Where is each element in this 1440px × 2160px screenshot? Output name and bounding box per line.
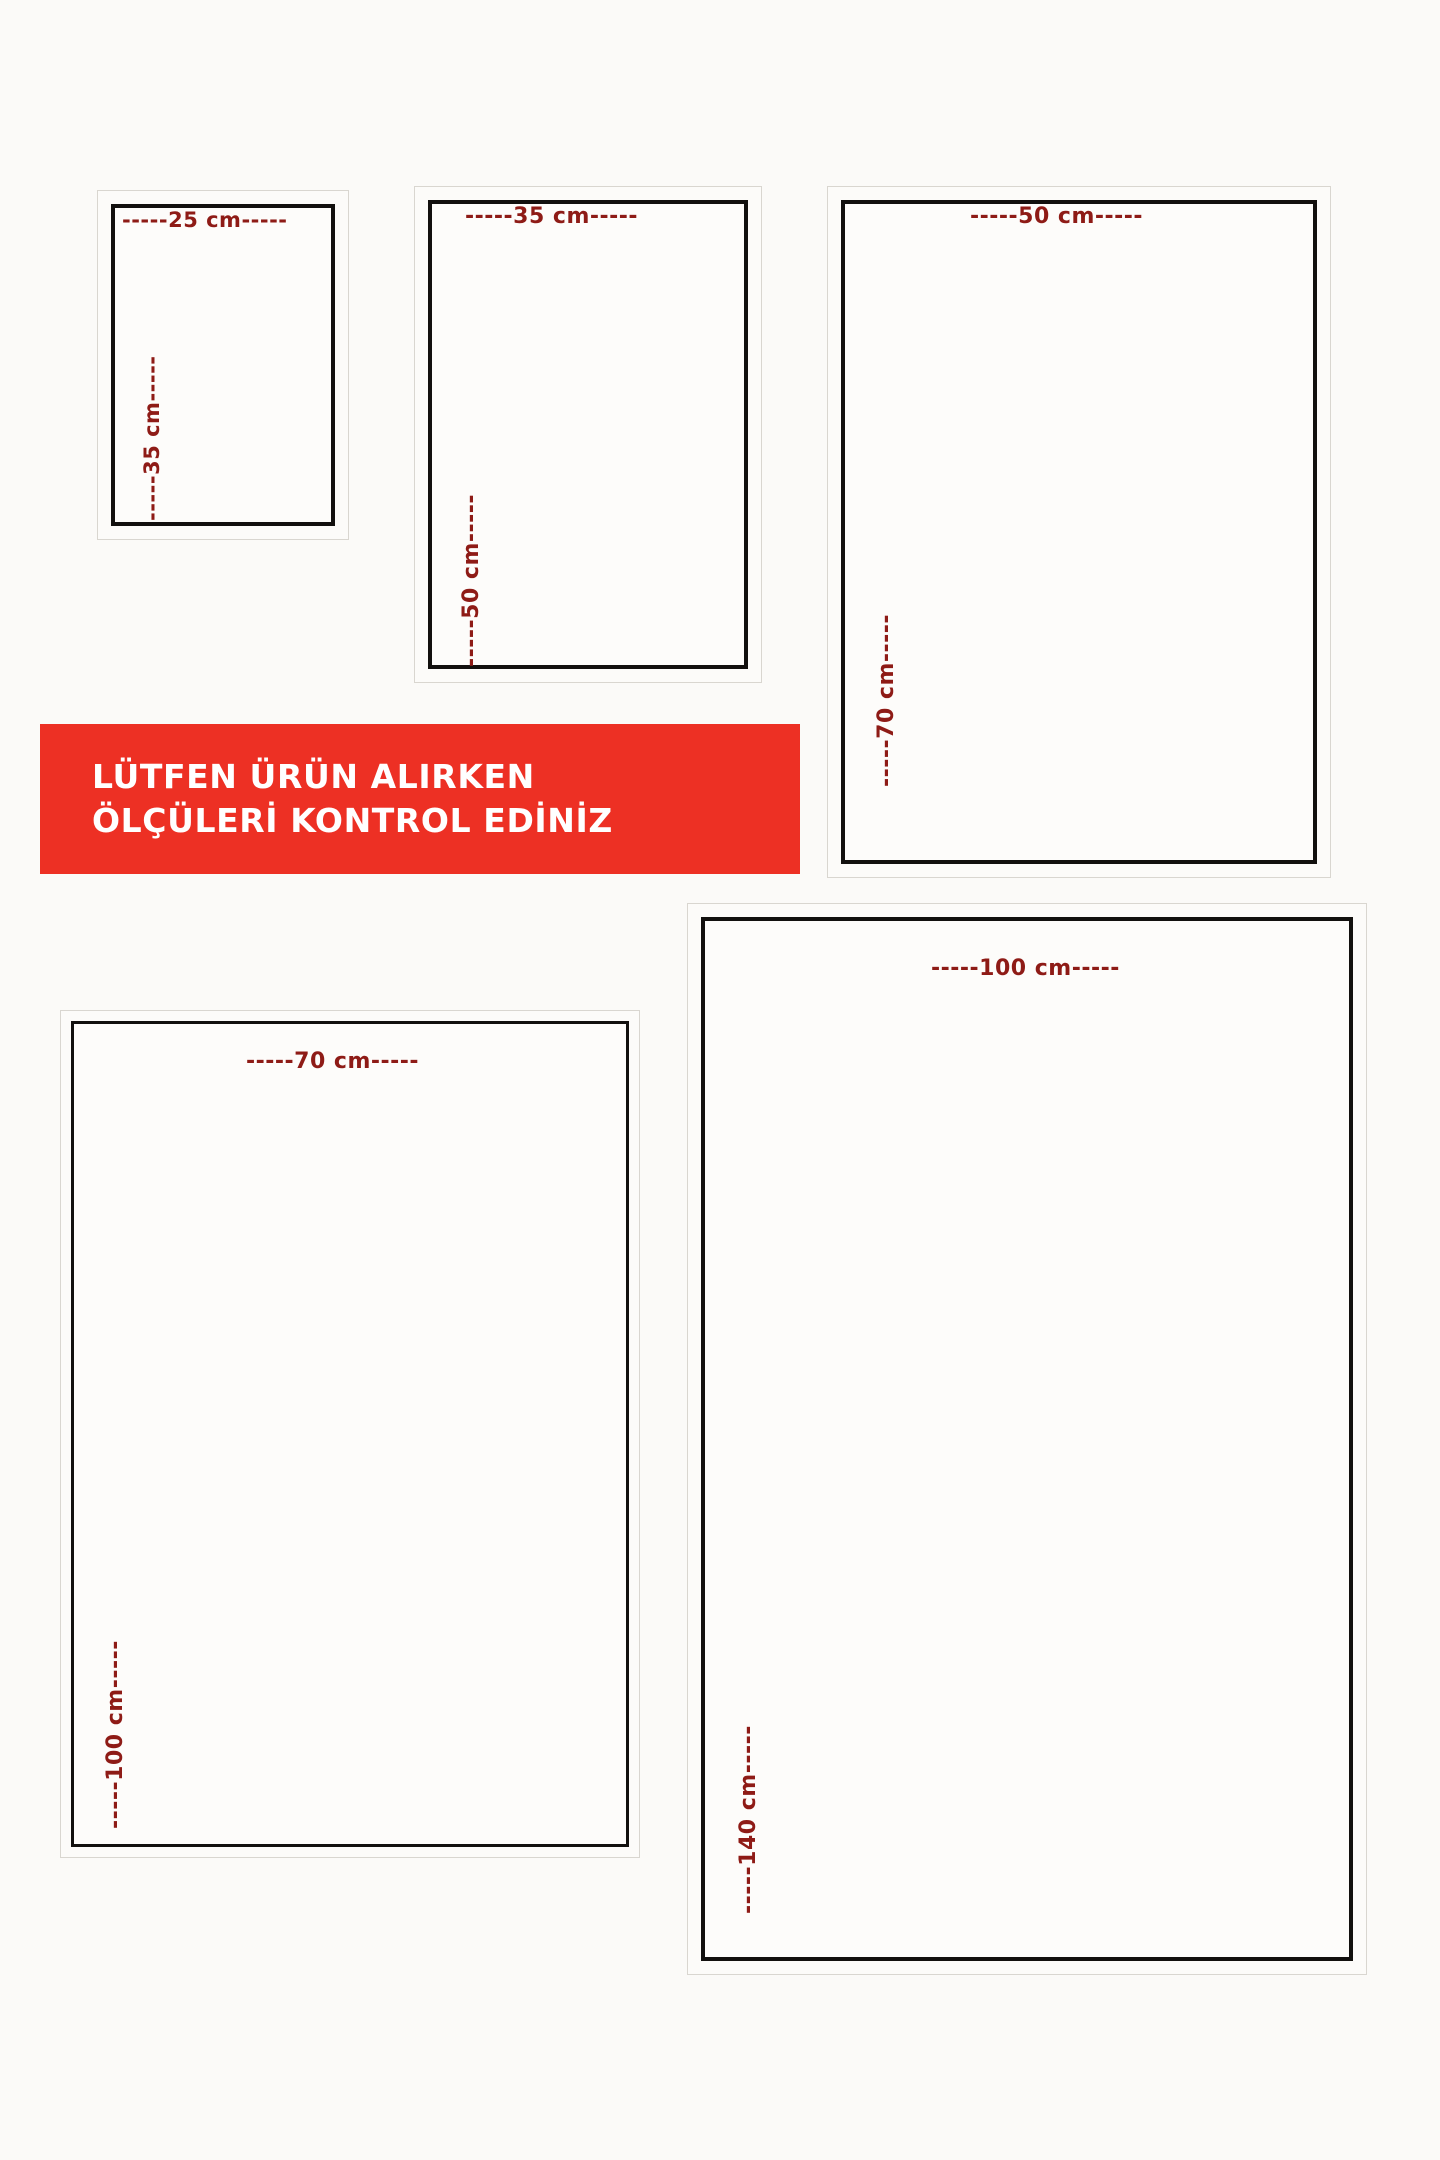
- frame-25x35-height-label: -----35 cm-----: [140, 355, 164, 521]
- warning-banner-line-1: LÜTFEN ÜRÜN ALIRKEN: [92, 757, 535, 797]
- warning-banner-line-2: ÖLÇÜLERİ KONTROL EDİNİZ: [92, 801, 613, 840]
- frame-35x50-height-label: -----50 cm-----: [459, 493, 484, 667]
- frame-25x35-width-label: -----25 cm-----: [122, 208, 288, 232]
- frame-70x100-height-label: -----100 cm-----: [103, 1640, 128, 1829]
- frame-100x140-width-label: -----100 cm-----: [931, 956, 1120, 981]
- frame-25x35: [97, 190, 349, 540]
- frame-100x140-inner: [701, 917, 1353, 1961]
- frame-50x70: [827, 186, 1331, 878]
- frame-70x100-inner: [71, 1021, 629, 1847]
- frame-70x100: [60, 1010, 640, 1858]
- warning-banner: [40, 724, 800, 874]
- frame-50x70-inner: [841, 200, 1317, 864]
- frame-35x50: [414, 186, 762, 683]
- frame-50x70-height-label: -----70 cm-----: [874, 613, 899, 787]
- frame-35x50-width-label: -----35 cm-----: [465, 204, 639, 229]
- frame-100x140-height-label: -----140 cm-----: [736, 1725, 761, 1914]
- frame-50x70-width-label: -----50 cm-----: [970, 204, 1144, 229]
- frame-70x100-width-label: -----70 cm-----: [246, 1049, 420, 1074]
- frame-100x140: [687, 903, 1367, 1975]
